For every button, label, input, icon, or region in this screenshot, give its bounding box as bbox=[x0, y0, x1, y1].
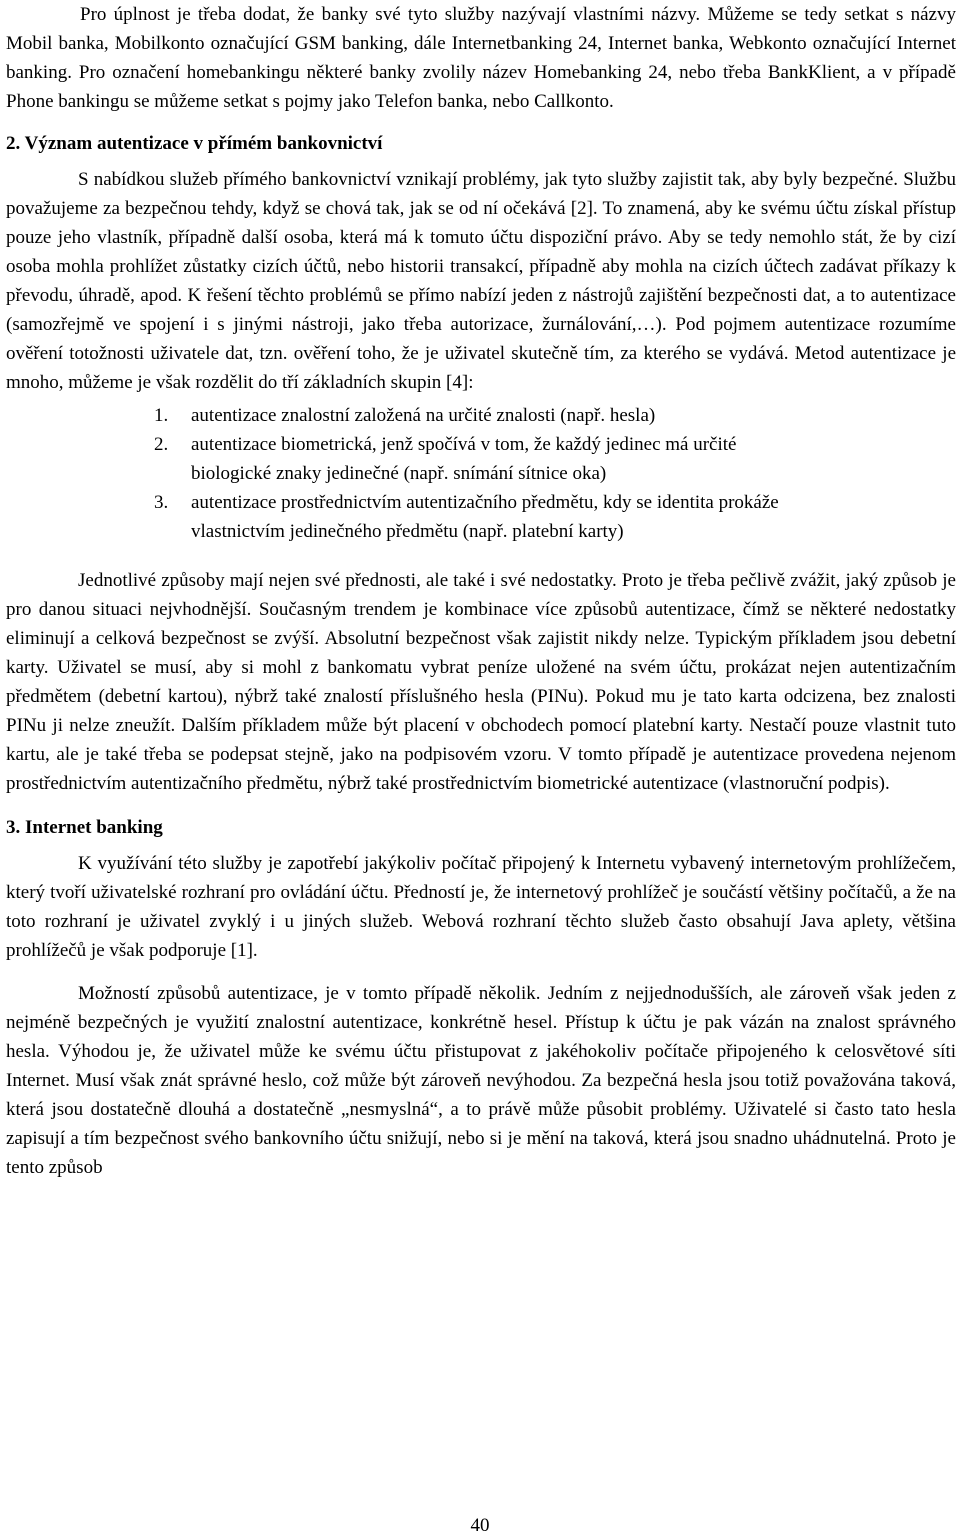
document-page bbox=[6, 0, 956, 1182]
list-item-number: 3. bbox=[154, 492, 169, 513]
list-item-text: autentizace prostřednictvím autentizačního předmětu, kdy se identita prokáže vlastnictvím jedinečného předmětu (např. platební karty) bbox=[191, 492, 779, 542]
section-3-heading: 3. Internet banking bbox=[6, 817, 163, 838]
list-item bbox=[154, 401, 956, 430]
section-3-paragraph-1: K využívání této služby je zapotřebí jakýkoliv počítač připojený k Internetu vybavený internetovým prohlížečem, který tvoří uživatelské rozhraní pro ovládání účtu. Předností je, že internetový prohlížeč je součástí většiny počítačů, a že na toto rozhraní je uživatel zvyklý i u jiných služeb. Webová rozhraní těchto služeb často obsahují Java aplety, většina prohlížečů je však podporuje [1]. bbox=[6, 853, 956, 961]
section-2-paragraph: S nabídkou služeb přímého bankovnictví vznikají problémy, jak tyto služby zajistit tak, aby byly bezpečné. Službu považujeme za bezpečnou tehdy, když se chová tak, jak se od ní očekává [2]. To znamená, aby ke svému účtu získal přístup pouze jeho vlastník, případně další osoba, která má k tomuto účtu dispoziční právo. Aby se tedy nemohlo stát, že by cizí osoba mohla prohlížet zůstatky cizích účtů, nebo historii transakcí, případně aby mohla na cizích účtech zadávat příkazy k převodu, úhradě, apod. K řešení těchto problémů se přímo nabízí jeden z nástrojů zajištění bezpečnosti dat, a to autentizace (samozřejmě ve spojení i s jinými nástroji, jako třeba autorizace, žurnálování,…). Pod pojmem autentizace rozumíme ověření totožnosti uživatele dat, tzn. ověření toho, že je uživatel skutečně tím, za kterého se vydává. Metod autentizace je mnoho, můžeme je však rozdělit do tří základních skupin [4]: bbox=[6, 169, 956, 393]
page-number: 40 bbox=[470, 1515, 490, 1536]
intro-paragraph: Pro úplnost je třeba dodat, že banky své tyto služby nazývají vlastními názvy. Můžeme se tedy setkat s názvy Mobil banka, Mobilkonto označující GSM banking, dále Internetbanking 24, Internet banka, Webkonto označující Internet banking. Pro označení homebankingu některé banky zvolily název Homebanking 24, nebo třeba BankKlient, a v případě Phone bankingu se můžeme setkat s pojmy jako Telefon banka, nebo Callkonto. bbox=[6, 4, 956, 112]
list-item bbox=[154, 430, 956, 488]
spacer bbox=[6, 546, 956, 566]
list-item-number: 1. bbox=[154, 405, 169, 426]
list-item-number: 2. bbox=[154, 434, 169, 455]
spacer bbox=[6, 965, 956, 979]
section-2-heading: 2. Význam autentizace v přímém bankovnictví bbox=[6, 133, 383, 154]
list-item-text: autentizace znalostní založená na určité znalosti (např. hesla) bbox=[191, 405, 656, 426]
section-3-paragraph-2: Možností způsobů autentizace, je v tomto případě několik. Jedním z nejjednodušších, ale zároveň však jeden z nejméně bezpečných je využití znalostní autentizace, konkrétně hesel. Přístup k účtu je pak vázán na znalost správného hesla. Výhodou je, že uživatel může ke svému účtu přistupovat z jakéhokoliv počítače připojeného k celosvětové síti Internet. Musí však znát správné heslo, což může být zároveň nevýhodou. Za bezpečná hesla jsou totiž považována taková, která jsou dostatečně dlouhá a dostatečně „nesmyslná“, a to právě může působit problémy. Uživatelé si často tato hesla zapisují a tím bezpečnost svého bankovního účtu snižují, nebo si je mění na taková, která jsou snadno uhádnutelná. Proto je tento způsob bbox=[6, 983, 956, 1178]
methods-paragraph: Jednotlivé způsoby mají nejen své přednosti, ale také i své nedostatky. Proto je třeba pečlivě zvážit, jaký způsob je pro danou situaci nejvhodnější. Současným trendem je kombinace více způsobů autentizace, čímž se některé nedostatky eliminují a celková bezpečnost se zvýší. Absolutní bezpečnost však zajistit nikdy nelze. Typickým příkladem jsou debetní karty. Uživatel se musí, aby si mohl z bankomatu vybrat peníze uložené na svém účtu, prokázat nejen autentizačním předmětem (debetní kartou), nýbrž také znalostí příslušného hesla (PINu). Pokud mu je tato karta odcizena, bez znalosti PINu ji nelze zneužít. Dalším příkladem může být placení v obchodech pomocí platební karty. Nestačí pouze vlastnit tuto kartu, ale je také třeba se podepsat stejně, jako na podpisovém vzoru. V tomto případě je autentizace provedena nejenom prostřednictvím autentizačního předmětu, nýbrž také prostřednictvím biometrické autentizace (vlastnoruční podpis). bbox=[6, 570, 956, 794]
authentication-methods-list bbox=[6, 401, 956, 546]
list-item-text: autentizace biometrická, jenž spočívá v tom, že každý jedinec má určité biologické znaky jedinečné (např. snímání sítnice oka) bbox=[191, 434, 737, 484]
list-item bbox=[154, 488, 956, 546]
